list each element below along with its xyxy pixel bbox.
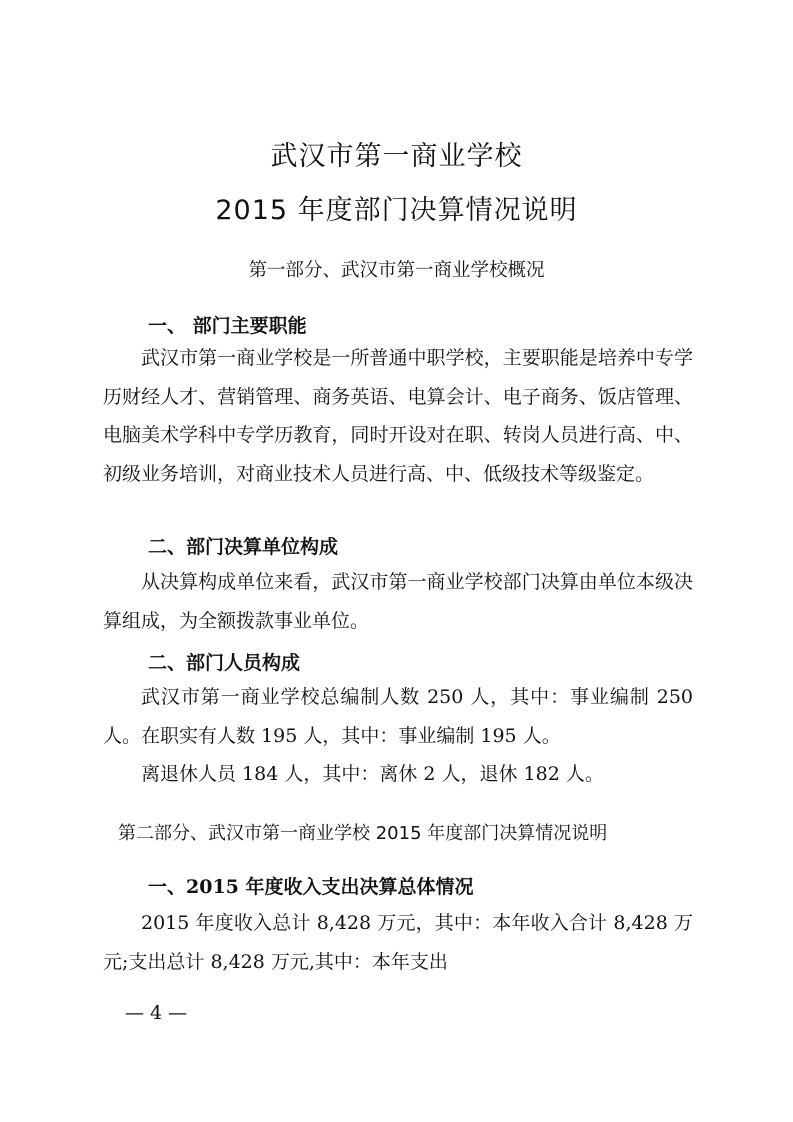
section3-heading: 二、部门人员构成 [148,652,301,674]
part1-heading: 第一部分、武汉市第一商业学校概况 [248,260,545,281]
section1-heading: 一、 部门主要职能 [148,315,307,337]
section3-body-retired: 离退休人员 184 人，其中：离休 2 人，退休 182 人。 [141,763,604,785]
part2-heading: 第二部分、武汉市第一商业学校 2015 年度部门决算情况说明 [118,823,608,844]
page-number: — 4 — [125,1002,188,1024]
section2-body: 从决算构成单位来看，武汉市第一商业学校部门决算由单位本级决算组成，为全额拨款事业单位。 [103,571,693,632]
section3-body-staffing: 武汉市第一商业学校总编制人数 250 人，其中：事业编制 250 人。在职实有人数 195 人，其中：事业编制 195 人。 [103,686,693,747]
section4-body: 2015 年度收入总计 8,428 万元，其中：本年收入合计 8,428 万元;支出总计 8,428 万元,其中：本年支出 [103,912,693,973]
section2-heading: 二、部门决算单位构成 [148,536,339,558]
document-title: 武汉市第一商业学校 [270,141,523,172]
document-subtitle: 2015 年度部门决算情况说明 [215,195,578,226]
section4-heading: 一、2015 年度收入支出决算总体情况 [148,876,474,898]
section1-body: 武汉市第一商业学校是一所普通中职学校，主要职能是培养中专学历财经人才、营销管理、商务英语、电算会计、电子商务、饭店管理、电脑美术学科中专学历教育，同时开设对在职、转岗人员进行高、中、初级业务培训，对商业技术人员进行高、中、低级技术等级鉴定。 [103,347,693,485]
